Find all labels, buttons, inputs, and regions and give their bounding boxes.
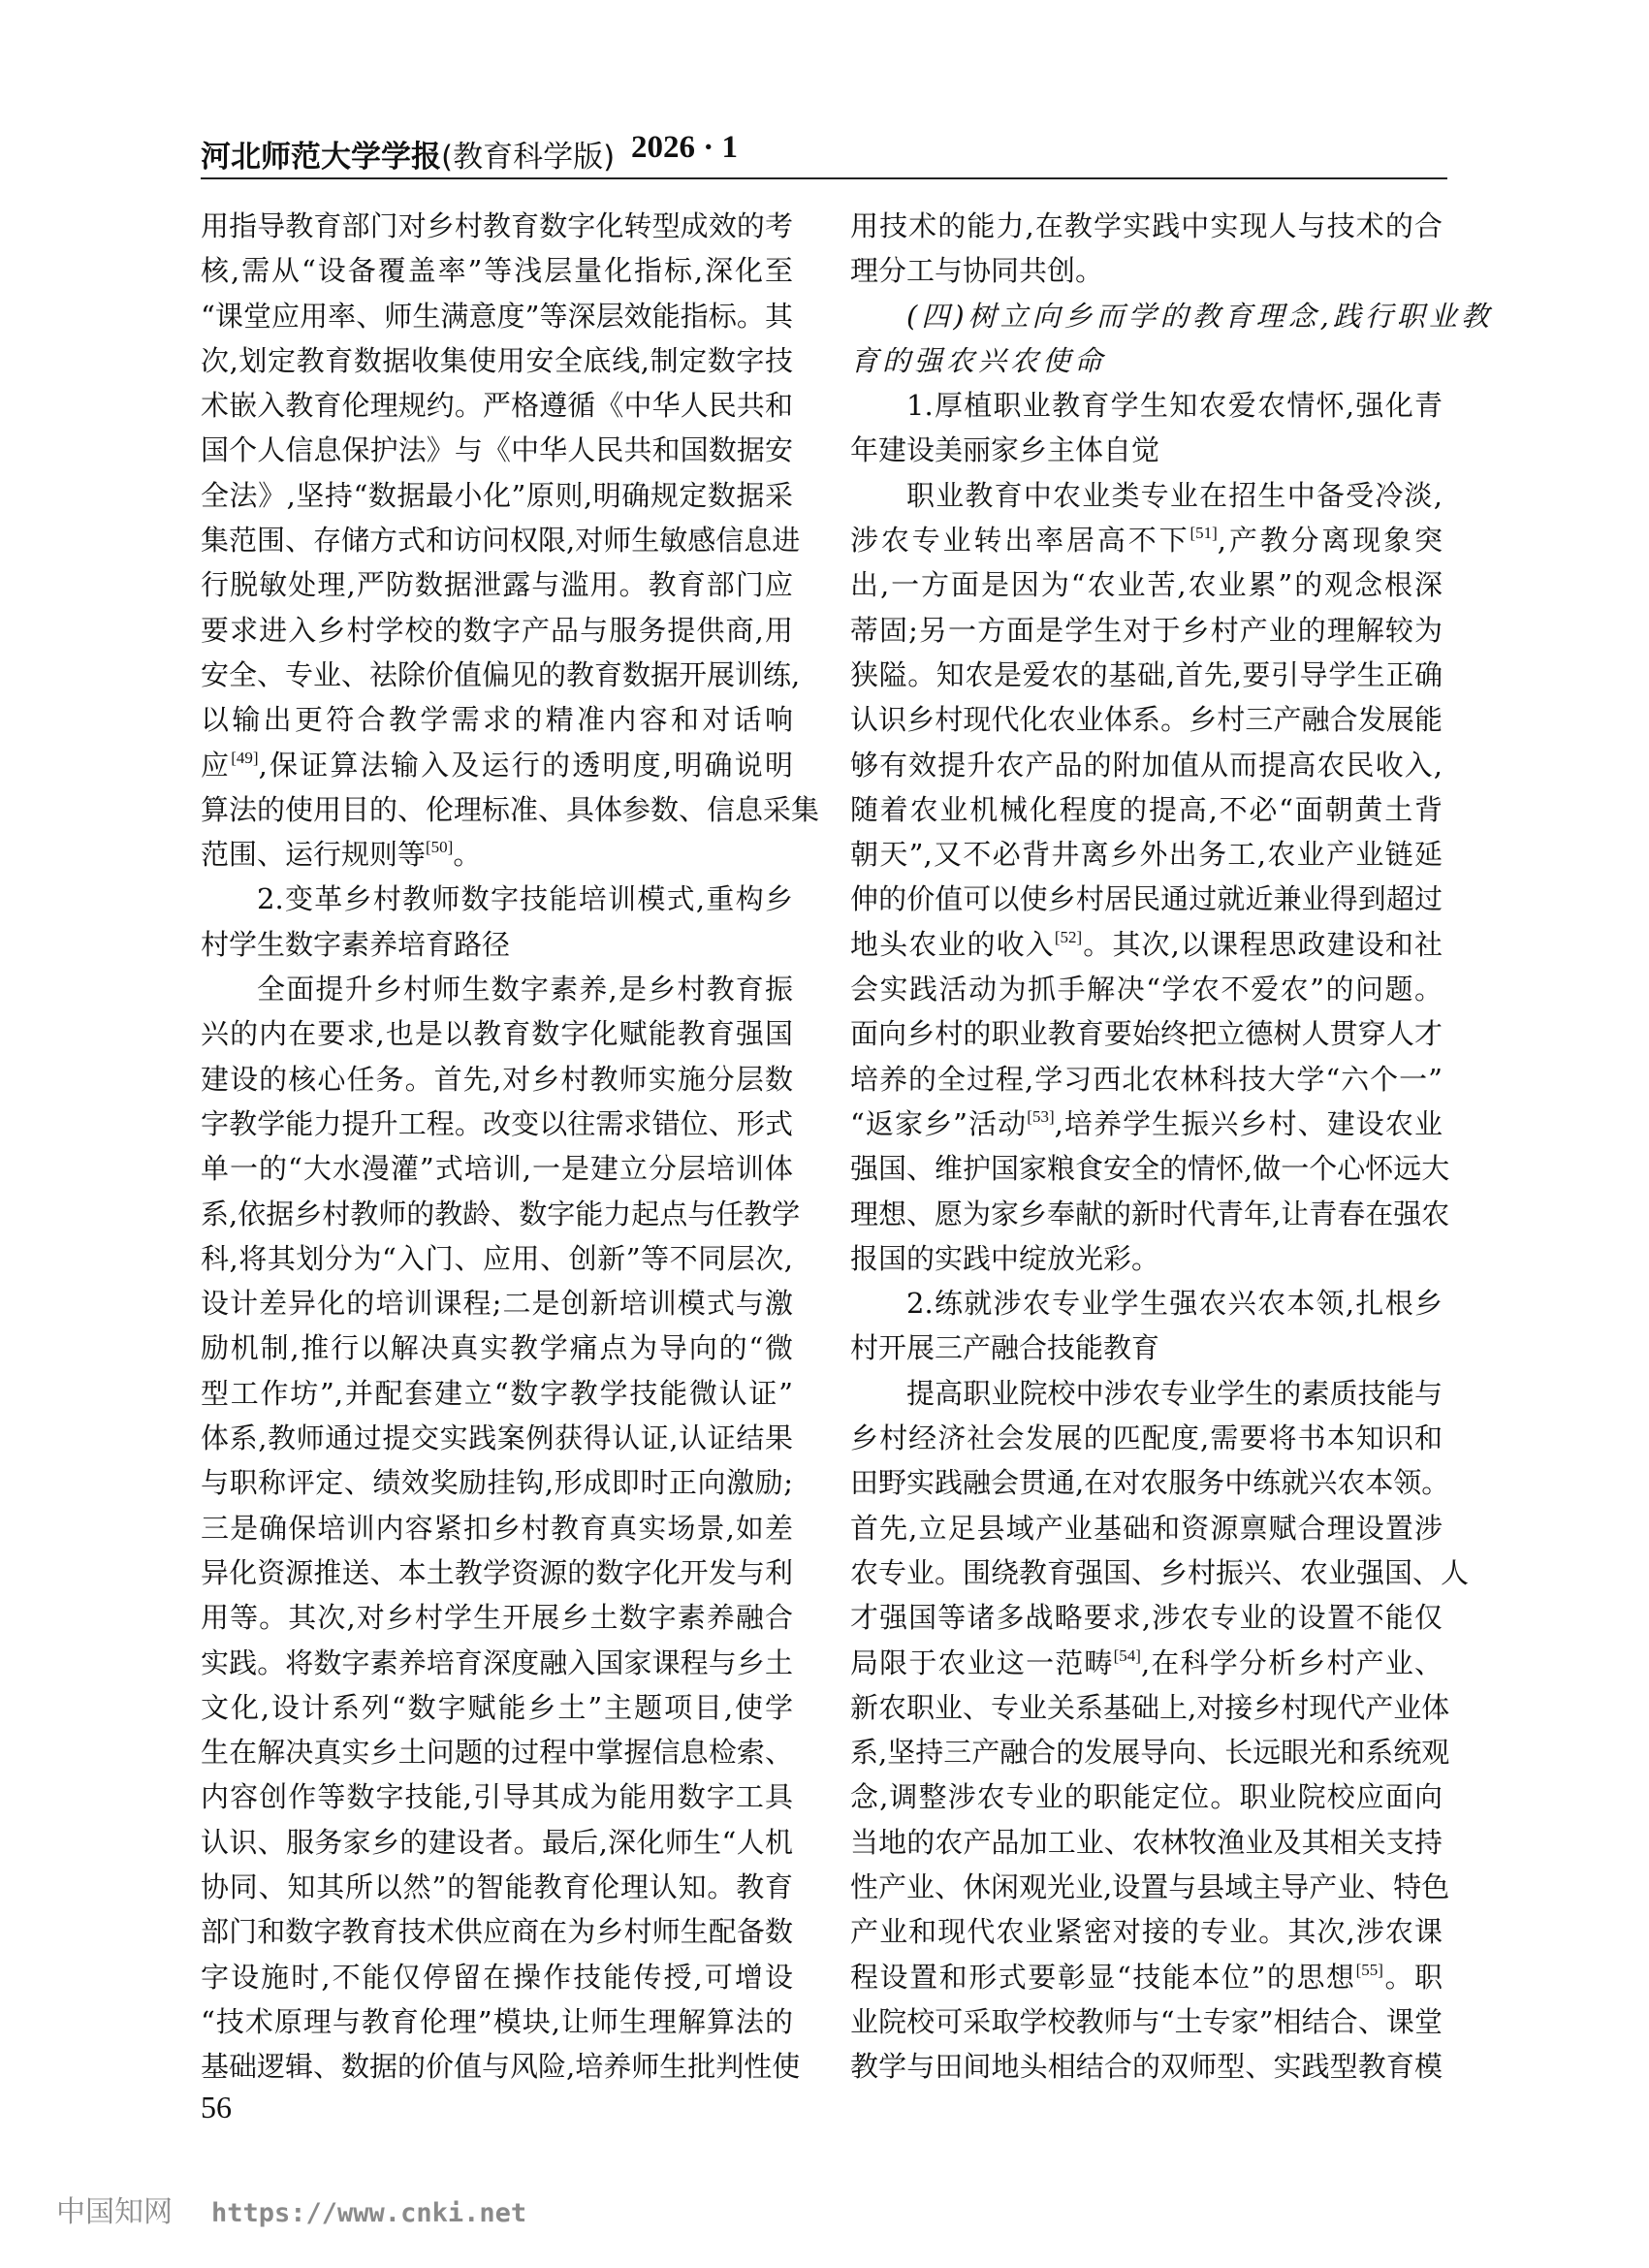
text-line <box>201 562 793 607</box>
line-text: 用指导教育部门对乡村教育数字化转型成效的考 <box>201 209 793 242</box>
line-text: 育的强农兴农使命 <box>850 343 1107 377</box>
text-line <box>201 1999 793 2044</box>
line-text: 行脱敏处理,严防数据泄露与滥用。教育部门应 <box>201 568 793 602</box>
text-line <box>850 1595 1443 1640</box>
text-line <box>850 653 1443 697</box>
text-line <box>201 1460 793 1505</box>
text-line <box>850 2044 1443 2089</box>
journal-name: 河北师范大学学报 <box>201 140 441 175</box>
text-line <box>201 1416 793 1460</box>
line-text: 才强国等诸多战略要求,涉农专业的设置不能仅 <box>850 1601 1443 1635</box>
line-text: 涉农专业转出率居高不下 <box>850 524 1190 558</box>
line-text: 首先,立足县域产业基础和资源禀赋合理设置涉 <box>850 1511 1443 1545</box>
line-text: 全法》,坚持“数据最小化”原则,明确规定数据采 <box>201 478 793 512</box>
line-text: 认识、服务家乡的建设者。最后,深化师生“人机 <box>201 1825 793 1859</box>
line-text: 全面提升乡村师生数字素养,是乡村教育振 <box>257 973 793 1006</box>
line-text: 会实践活动为抓手解决“学农不爱农”的问题。 <box>850 973 1443 1006</box>
line-text: “返家乡”活动 <box>850 1106 1028 1140</box>
page-number: 56 <box>201 2090 232 2124</box>
line-text: 理分工与协同共创。 <box>850 254 1104 288</box>
text-line <box>201 1865 793 1909</box>
line-text: 范围、运行规则等 <box>201 838 427 872</box>
section-heading-line <box>850 338 1443 383</box>
text-line <box>201 2044 801 2089</box>
text-line <box>850 787 1443 832</box>
line-text-after-ref: 。 <box>453 838 482 872</box>
line-text: 科,将其划分为“入门、应用、创新”等不同层次, <box>201 1241 793 1275</box>
text-line <box>850 1685 1450 1730</box>
text-line <box>850 1506 1443 1550</box>
line-text: 设计差异化的培训课程;二是创新培训模式与激 <box>201 1287 793 1321</box>
text-line <box>850 967 1443 1011</box>
line-text-after-ref: ,产教分离现象突 <box>1217 524 1443 558</box>
citation-ref[interactable]: [50] <box>426 838 454 857</box>
line-text: 性产业、休闲观光业,设置与县域主导产业、特色 <box>850 1869 1450 1903</box>
text-line <box>201 1146 793 1191</box>
line-text: 型工作坊”,并配套建立“数字教学技能微认证” <box>201 1376 793 1410</box>
line-text-after-ref: ,培养学生振兴乡村、建设农业 <box>1054 1106 1443 1140</box>
line-text: 业院校可采取学校教师与“土专家”相结合、课堂 <box>850 2004 1443 2038</box>
text-line <box>201 294 793 338</box>
text-line <box>201 743 793 787</box>
issue-number: 2026 · 1 <box>631 130 739 165</box>
text-line <box>201 1595 793 1640</box>
text-line <box>201 1506 793 1550</box>
subheading-line <box>850 1281 1443 1326</box>
line-text: 朝天”,又不必背井离乡外出务工,农业产业链延 <box>850 838 1443 872</box>
text-line <box>850 1371 1443 1416</box>
text-line <box>201 1774 793 1819</box>
line-text: (四)树立向乡而学的教育理念,践行职业教 <box>906 299 1493 333</box>
text-line <box>850 1865 1450 1909</box>
text-line <box>201 697 793 742</box>
line-text: 基础逻辑、数据的价值与风险,培养师生批判性使 <box>201 2050 801 2084</box>
text-line <box>850 697 1443 742</box>
text-line <box>850 1820 1443 1865</box>
line-text: 2.练就涉农专业学生强农兴农本领,扎根乡 <box>906 1287 1443 1321</box>
line-text: 安全、专业、祛除价值偏见的教育数据开展训练, <box>201 657 801 691</box>
line-text: 系,依据乡村教师的教龄、数字能力起点与任教学 <box>201 1197 801 1230</box>
text-line <box>850 1730 1450 1774</box>
line-text: 兴的内在要求,也是以教育数字化赋能教育强国 <box>201 1017 793 1051</box>
left-column <box>201 204 820 2089</box>
line-text: 念,调整涉农专业的职能定位。职业院校应面向 <box>850 1780 1443 1814</box>
text-line <box>850 1192 1450 1236</box>
text-line <box>201 1641 793 1685</box>
line-text: 教学与田间地头相结合的双师型、实践型教育模 <box>850 2050 1443 2084</box>
text-line <box>201 338 793 383</box>
text-line <box>850 1416 1443 1460</box>
line-text: 年建设美丽家乡主体自觉 <box>850 433 1160 467</box>
text-line <box>850 877 1443 921</box>
header-divider <box>201 177 1447 179</box>
line-text: 狭隘。知农是爱农的基础,首先,要引导学生正确 <box>850 657 1443 691</box>
text-line <box>850 1011 1443 1056</box>
text-line <box>201 1820 793 1865</box>
line-text: 乡村经济社会发展的匹配度,需要将书本知识和 <box>850 1421 1443 1455</box>
line-text: 产业和现代农业紧密对接的专业。其次,涉农课 <box>850 1915 1443 1949</box>
text-line <box>201 832 793 877</box>
text-line <box>201 518 801 562</box>
text-line <box>201 922 793 967</box>
line-text: 伸的价值可以使乡村居民通过就近兼业得到超过 <box>850 882 1443 916</box>
text-line <box>201 1550 793 1595</box>
text-line <box>850 832 1443 877</box>
text-line <box>201 608 793 653</box>
text-line <box>201 1011 793 1056</box>
text-line <box>201 473 793 518</box>
line-text: 次,划定教育数据收集使用安全底线,制定数字技 <box>201 343 793 377</box>
watermark-name: 中国知网 <box>56 2195 173 2229</box>
line-text: 文化,设计系列“数字赋能乡土”主题项目,使学 <box>201 1690 793 1724</box>
line-text: 生在解决真实乡土问题的过程中掌握信息检索、 <box>201 1736 793 1770</box>
line-text: 协同、知其所以然”的智能教育伦理认知。教育 <box>201 1869 793 1903</box>
line-text: 系,坚持三产融合的发展导向、长远眼光和系统观 <box>850 1736 1450 1770</box>
section-heading-line <box>850 294 1493 338</box>
text-line <box>850 1236 1443 1281</box>
line-text-after-ref: ,保证算法输入及运行的透明度,明确说明 <box>258 748 793 782</box>
text-line <box>850 1774 1443 1819</box>
text-line <box>201 1281 793 1326</box>
line-text: 应 <box>201 748 232 782</box>
line-text: 核,需从“设备覆盖率”等浅层量化指标,深化至 <box>201 254 793 288</box>
citation-ref[interactable]: [53] <box>1027 1106 1055 1126</box>
text-line <box>201 1102 793 1146</box>
text-line <box>201 1730 793 1774</box>
line-text: 职业教育中农业类专业在招生中备受冷淡, <box>906 478 1443 512</box>
subheading-line <box>850 383 1443 428</box>
text-line <box>201 248 793 293</box>
text-line <box>201 1057 793 1102</box>
journal-title <box>201 132 615 176</box>
text-line <box>201 383 793 428</box>
text-line <box>850 562 1443 607</box>
watermark-url[interactable]: https://www.cnki.net <box>211 2198 527 2228</box>
text-line <box>201 967 793 1011</box>
line-text: 体系,教师通过提交实践案例获得认证,认证结果 <box>201 1421 793 1455</box>
line-text: 字教学能力提升工程。改变以往需求错位、形式 <box>201 1106 793 1140</box>
text-line <box>850 1057 1443 1102</box>
line-text-after-ref: 。职 <box>1382 1960 1443 1994</box>
citation-ref[interactable]: [52] <box>1054 927 1083 946</box>
line-text: “课堂应用率、师生满意度”等深层效能指标。其 <box>201 299 793 333</box>
line-text: 认识乡村现代化农业体系。乡村三产融合发展能 <box>850 703 1443 737</box>
subheading-line <box>201 877 793 921</box>
text-line <box>850 1955 1443 1999</box>
line-text: 与职称评定、绩效奖励挂钩,形成即时正向激励; <box>201 1466 793 1500</box>
line-text: 局限于农业这一范畴 <box>850 1645 1114 1679</box>
line-text: 实践。将数字素养培育深度融入国家课程与乡土 <box>201 1645 793 1679</box>
line-text: 1.厚植职业教育学生知农爱农情怀,强化青 <box>906 389 1443 423</box>
line-text: 村开展三产融合技能教育 <box>850 1331 1160 1365</box>
text-line <box>850 922 1443 967</box>
line-text: 报国的实践中绽放光彩。 <box>850 1241 1160 1275</box>
cnki-watermark <box>56 2188 526 2230</box>
text-line <box>201 1192 801 1236</box>
line-text: 面向乡村的职业教育要始终把立德树人贯穿人才 <box>850 1017 1443 1051</box>
text-line <box>850 1999 1443 2044</box>
line-text: 田野实践融会贯通,在对农服务中练就兴农本领。 <box>850 1466 1450 1500</box>
text-line <box>850 1326 1443 1370</box>
line-text: 农专业。围绕教育强国、乡村振兴、农业强国、人 <box>850 1555 1470 1589</box>
text-line <box>201 428 793 472</box>
text-line <box>850 1550 1470 1595</box>
right-column <box>850 204 1493 2089</box>
line-text: 术嵌入教育伦理规约。严格遵循《中华人民共和 <box>201 389 793 423</box>
line-text: 提高职业院校中涉农专业学生的素质技能与 <box>906 1376 1443 1410</box>
line-text: 异化资源推送、本土教学资源的数字化开发与利 <box>201 1555 793 1589</box>
line-text: 要求进入乡村学校的数字产品与服务提供商,用 <box>201 613 793 647</box>
line-text: 用技术的能力,在教学实践中实现人与技术的合 <box>850 209 1443 242</box>
line-text-after-ref: ,在科学分析乡村产业、 <box>1140 1645 1443 1679</box>
text-line <box>850 248 1443 293</box>
text-line <box>201 1909 793 1954</box>
line-text: 励机制,推行以解决真实教学痛点为导向的“微 <box>201 1331 793 1365</box>
text-line <box>201 1326 793 1370</box>
text-line <box>201 1371 793 1416</box>
text-line <box>850 473 1443 518</box>
line-text: 单一的“大水漫灌”式培训,一是建立分层培训体 <box>201 1152 793 1186</box>
journal-edition: (教育科学版) <box>441 140 616 175</box>
line-text: 集范围、存储方式和访问权限,对师生敏感信息进 <box>201 524 801 558</box>
text-line <box>201 787 820 832</box>
line-text-after-ref: 。其次,以课程思政建设和社 <box>1082 927 1443 961</box>
line-text: 程设置和形式要彰显“技能本位”的思想 <box>850 1960 1356 1994</box>
line-text: 算法的使用目的、伦理标准、具体参数、信息采集 <box>201 792 820 826</box>
text-line <box>850 518 1443 562</box>
line-text: 新农职业、专业关系基础上,对接乡村现代产业体 <box>850 1690 1450 1724</box>
text-line <box>201 1236 793 1281</box>
text-line <box>850 608 1443 653</box>
text-line <box>201 204 793 248</box>
line-text: “技术原理与教育伦理”模块,让师生理解算法的 <box>201 2004 793 2038</box>
line-text: 村学生数字素养培育路径 <box>201 927 511 961</box>
text-line <box>201 653 801 697</box>
line-text: 部门和数字教育技术供应商在为乡村师生配备数 <box>201 1915 793 1949</box>
line-text: 字设施时,不能仅停留在操作技能传授,可增设 <box>201 1960 793 1994</box>
text-line <box>850 1460 1450 1505</box>
line-text: 三是确保培训内容紧扣乡村教育真实场景,如差 <box>201 1511 793 1545</box>
text-line <box>850 428 1443 472</box>
text-line <box>850 1909 1443 1954</box>
text-line <box>850 1102 1443 1146</box>
line-text: 建设的核心任务。首先,对乡村教师实施分层数 <box>201 1062 793 1096</box>
citation-ref[interactable]: [49] <box>231 748 259 767</box>
line-text: 2.变革乡村教师数字技能培训模式,重构乡 <box>257 882 793 916</box>
line-text: 地头农业的收入 <box>850 927 1055 961</box>
line-text: 理想、愿为家乡奉献的新时代青年,让青春在强农 <box>850 1197 1450 1230</box>
line-text: 够有效提升农产品的附加值从而提高农民收入, <box>850 748 1443 782</box>
text-line <box>201 1955 793 1999</box>
line-text: 以输出更符合教学需求的精准内容和对话响 <box>201 703 793 737</box>
citation-ref[interactable]: [55] <box>1355 1960 1383 1979</box>
line-text: 培养的全过程,学习西北农林科技大学“六个一” <box>850 1062 1443 1096</box>
citation-ref[interactable]: [51] <box>1189 524 1218 543</box>
line-text: 当地的农产品加工业、农林牧渔业及其相关支持 <box>850 1825 1443 1859</box>
line-text: 国个人信息保护法》与《中华人民共和国数据安 <box>201 433 793 467</box>
citation-ref[interactable]: [54] <box>1113 1645 1141 1665</box>
line-text: 蒂固;另一方面是学生对于乡村产业的理解较为 <box>850 613 1443 647</box>
text-line <box>850 1641 1443 1685</box>
line-text: 随着农业机械化程度的提高,不必“面朝黄土背 <box>850 792 1443 826</box>
line-text: 出,一方面是因为“农业苦,农业累”的观念根深 <box>850 568 1443 602</box>
line-text: 用等。其次,对乡村学生开展乡土数字素养融合 <box>201 1601 793 1635</box>
text-line <box>850 743 1443 787</box>
text-line <box>850 204 1443 248</box>
line-text: 强国、维护国家粮食安全的情怀,做一个心怀远大 <box>850 1152 1450 1186</box>
text-line <box>850 1146 1450 1191</box>
text-line <box>201 1685 793 1730</box>
line-text: 内容创作等数字技能,引导其成为能用数字工具 <box>201 1780 793 1814</box>
